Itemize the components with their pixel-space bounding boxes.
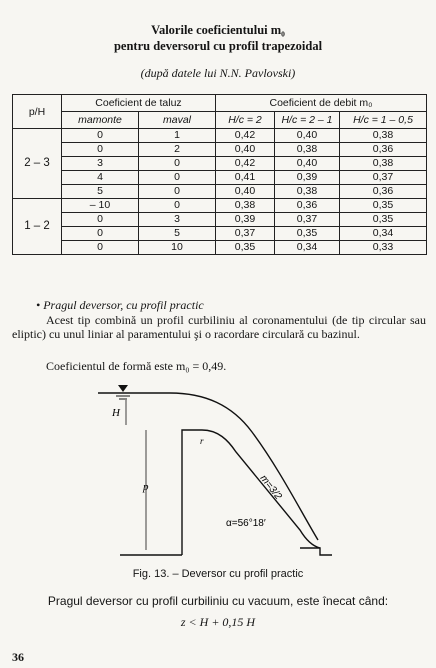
table-cell: 0,33 <box>340 241 427 255</box>
label-p: p <box>143 481 149 493</box>
table-cell: 0,38 <box>340 129 427 143</box>
table-cell: 0 <box>62 213 139 227</box>
table-cell: 0,40 <box>275 129 340 143</box>
table-cell: 0,39 <box>216 213 275 227</box>
header-aval: maval <box>139 112 216 129</box>
table-cell: 0 <box>139 199 216 213</box>
table-cell: 0 <box>62 227 139 241</box>
table-cell: 0,37 <box>216 227 275 241</box>
ground-line <box>120 548 332 555</box>
table-cell: 0 <box>139 171 216 185</box>
table-cell: 0 <box>62 143 139 157</box>
table-cell: 0,35 <box>275 227 340 241</box>
table-cell: 0,41 <box>216 171 275 185</box>
paragraph-vacuum: Pragul deversor cu profil curbiliniu cu vacuum, este înecat când: <box>47 594 389 608</box>
table-cell: 0 <box>139 185 216 199</box>
label-slope: m=3/2 <box>257 473 284 502</box>
table-cell: 0 <box>62 241 139 255</box>
table-cell: 0,36 <box>275 199 340 213</box>
paragraph-description: Acest tip combină un profil curbiliniu al coronamentului (de tip circular sau eliptic) cu unul liniar al paramentului şi o racordare circulară cu bazinul. <box>12 313 426 341</box>
table-cell: 4 <box>62 171 139 185</box>
table-cell: 0,40 <box>216 185 275 199</box>
label-h: H <box>112 407 120 419</box>
table-cell: 0,37 <box>340 171 427 185</box>
table-cell: 2 <box>139 143 216 157</box>
ph-cell: 1 – 2 <box>13 199 62 255</box>
weir-profile <box>182 430 320 555</box>
table-cell: 0,40 <box>216 143 275 157</box>
table-cell: 0,38 <box>275 143 340 157</box>
table-cell: 0 <box>62 129 139 143</box>
table-cell: 0,38 <box>216 199 275 213</box>
table-cell: 0,36 <box>340 185 427 199</box>
table-cell: 0 <box>139 157 216 171</box>
title-line-1: Valorile coeficientului m₀ <box>151 23 285 37</box>
header-hc-2: H/c = 2 <box>216 112 275 129</box>
table-cell: 0,42 <box>216 157 275 171</box>
table-cell: 0,36 <box>340 143 427 157</box>
table-cell: 0,35 <box>340 213 427 227</box>
table-cell: 0,38 <box>340 157 427 171</box>
header-taluz: Coeficient de taluz <box>62 95 216 112</box>
table-cell: 0,34 <box>275 241 340 255</box>
page-number: 36 <box>12 650 24 664</box>
table-cell: 0,42 <box>216 129 275 143</box>
water-level-marker <box>118 385 128 392</box>
subtitle: (după datele lui N.N. Pavlovski) <box>140 66 296 80</box>
header-hc-2-1: H/c = 2 – 1 <box>275 112 340 129</box>
header-hc-1-05: H/c = 1 – 0,5 <box>340 112 427 129</box>
title-line-2: pentru deversorul cu profil trapezoidal <box>113 39 323 53</box>
table-cell: 3 <box>62 157 139 171</box>
table-cell: 0,39 <box>275 171 340 185</box>
table-cell: 0,34 <box>340 227 427 241</box>
table-cell: 0,38 <box>275 185 340 199</box>
table-cell: 0,35 <box>340 199 427 213</box>
header-ph: p/H <box>13 95 62 129</box>
ph-cell: 2 – 3 <box>13 129 62 199</box>
label-r: r <box>200 436 204 446</box>
label-alpha: α=56°18′ <box>226 518 266 529</box>
table-cell: 0,40 <box>275 157 340 171</box>
header-debit: Coeficient de debit m₀ <box>216 95 427 112</box>
table-cell: 3 <box>139 213 216 227</box>
header-amonte: mamonte <box>62 112 139 129</box>
section-heading: • Pragul deversor, cu profil practic <box>36 298 204 312</box>
table-cell: 5 <box>62 185 139 199</box>
paragraph-coefficient: Coeficientul de formă este m₀ = 0,49. <box>46 359 227 373</box>
table-cell: 10 <box>139 241 216 255</box>
table-cell: 0,37 <box>275 213 340 227</box>
table-cell: 0,35 <box>216 241 275 255</box>
table-cell: 1 <box>139 129 216 143</box>
table-cell: – 10 <box>62 199 139 213</box>
formula: z < H + 0,15 H <box>180 615 256 629</box>
table-cell: 5 <box>139 227 216 241</box>
figure-caption: Fig. 13. – Deversor cu profil practic <box>132 568 304 580</box>
